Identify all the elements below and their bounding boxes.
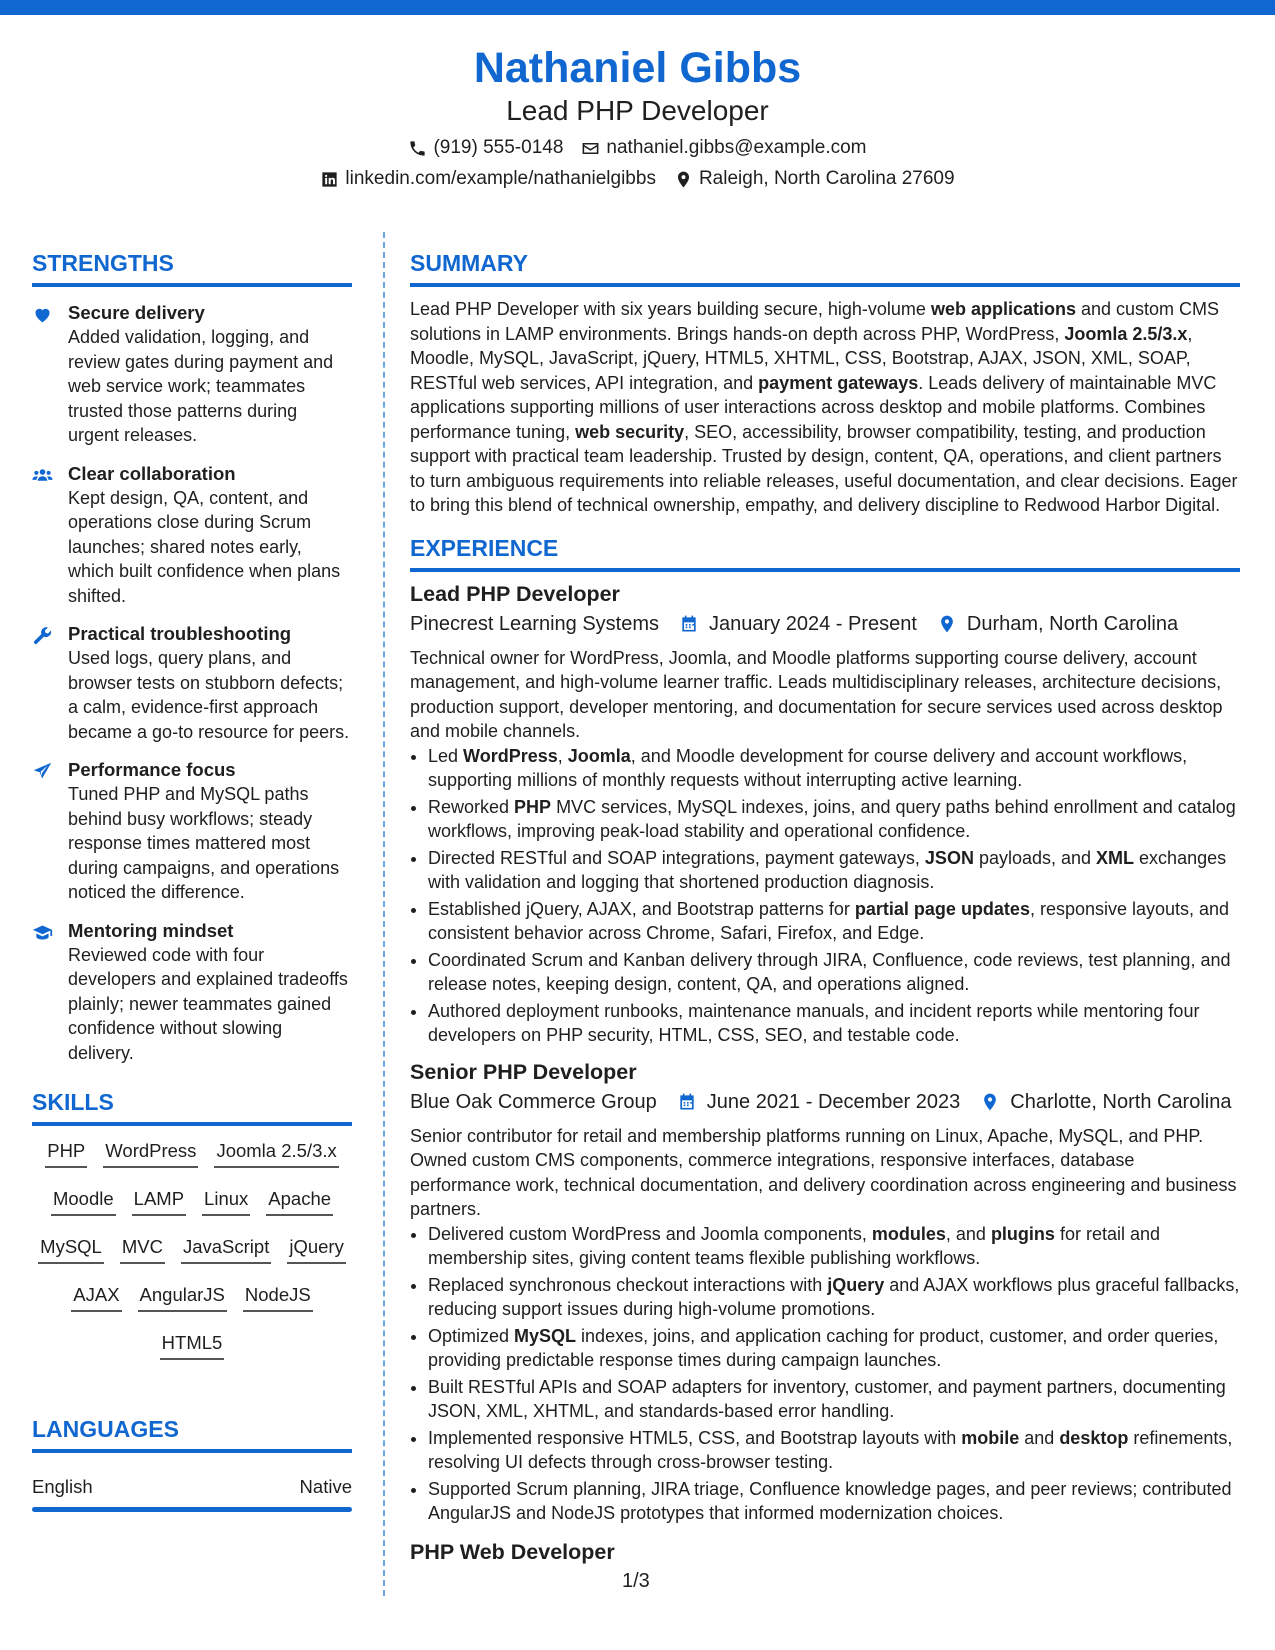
job-bullet: • Supported Scrum planning, JIRA triage, Confluence knowledge pages, and peer reviews; contributed AngularJS and NodeJS prototypes that informed modernization choices. <box>428 1477 1240 1526</box>
linkedin-icon <box>320 170 339 189</box>
strength-desc: Used logs, query plans, and browser tests on stubborn defects; a calm, evidence-first approach became a go-to resource for peers. <box>68 648 350 742</box>
skill-tag: PHP <box>45 1139 87 1168</box>
candidate-name: Nathaniel Gibbs <box>473 44 802 92</box>
calendar-icon <box>677 1092 697 1112</box>
job-bullet: • Reworked PHP MVC services, MySQL indexes, joins, and query paths behind enrollment and catalog workflows, improving peak-load stability and operational confidence. <box>428 795 1240 844</box>
job-bullet: • Established jQuery, AJAX, and Bootstrap patterns for partial page updates, responsive layouts, and consistent behavior across Chrome, Safari, Firefox, and Edge. <box>428 897 1240 946</box>
strength-item <box>32 919 352 1066</box>
job-dates: June 2021 - December 2023 <box>706 1090 961 1113</box>
job-location: Charlotte, North Carolina <box>1010 1090 1232 1113</box>
experience-heading: EXPERIENCE <box>410 533 1240 572</box>
phone-text: (919) 555-0148 <box>433 137 564 158</box>
summary-heading: SUMMARY <box>410 248 1240 287</box>
contact-line-2 <box>0 167 1275 191</box>
strength-title: Performance focus <box>68 759 236 780</box>
job-bullet: • Built RESTful APIs and SOAP adapters for inventory, customer, and payment partners, documenting JSON, XML, XHTML, and standards-based error handling. <box>428 1375 1240 1424</box>
skills-heading: SKILLS <box>32 1087 352 1126</box>
job-title: Lead PHP Developer <box>410 581 620 606</box>
skill-tag: Joomla 2.5/3.x <box>214 1139 338 1168</box>
calendar-icon <box>679 614 699 634</box>
job-company: Pinecrest Learning Systems <box>410 612 660 635</box>
job-summary: Technical owner for WordPress, Joomla, and Moodle platforms supporting course delivery, account management, and high-volume learner traffic. Leads multidisciplinary releases, architecture decisions, production support, developer mentoring, and documentation for secure services used across desktop and mobile channels. <box>410 647 1223 741</box>
heart-icon <box>32 304 53 325</box>
strength-title: Practical troubleshooting <box>68 623 292 644</box>
job-meta <box>410 610 1240 638</box>
skill-tag: MySQL <box>38 1235 104 1264</box>
contact-email[interactable] <box>581 136 866 160</box>
skill-tag: WordPress <box>103 1139 198 1168</box>
skill-tag: HTML5 <box>160 1331 225 1360</box>
linkedin-text: linkedin.com/example/nathanielgibbs <box>345 168 656 189</box>
job-summary: Senior contributor for retail and membership platforms running on Linux, Apache, MySQL, and PHP. Owned custom CMS components, commerce integrations, responsive interfaces, database performance work, technical documentation, and delivery coordination across engineering and business partners. <box>410 1125 1237 1219</box>
skill-tag: Linux <box>202 1187 250 1216</box>
job-entry <box>410 580 1240 1048</box>
language-level-bar <box>32 1507 352 1512</box>
job-meta <box>410 1088 1240 1116</box>
location-text: Raleigh, North Carolina 27609 <box>698 168 955 189</box>
job-bullets <box>410 1222 1240 1526</box>
job-company: Blue Oak Commerce Group <box>410 1090 657 1113</box>
strength-title: Clear collaboration <box>68 462 236 484</box>
envelope-icon <box>581 139 600 158</box>
job-bullet: • Replaced synchronous checkout interactions with jQuery and AJAX workflows plus graceful fallbacks, reducing support issues during high-volume promotions. <box>428 1273 1240 1322</box>
strength-title: Secure delivery <box>68 302 205 323</box>
job-bullet: • Coordinated Scrum and Kanban delivery through JIRA, Confluence, code reviews, test planning, and release notes, keeping design, content, QA, and operations aligned. <box>428 948 1240 997</box>
job-entry <box>410 1058 1240 1526</box>
skill-tag: LAMP <box>132 1187 186 1216</box>
skill-tag: AJAX <box>71 1283 121 1312</box>
job-bullet: • Directed RESTful and SOAP integrations, payment gateways, JSON payloads, and XML exchanges with validation and logging that shortened production diagnosis. <box>428 846 1240 895</box>
strength-item <box>32 622 352 744</box>
email-text: nathaniel.gibbs@example.com <box>606 137 867 158</box>
skill-tag: JavaScript <box>181 1235 271 1264</box>
languages-heading: LANGUAGES <box>32 1414 352 1453</box>
strength-item <box>32 758 352 905</box>
skill-tag: Apache <box>266 1187 333 1216</box>
left-column <box>32 248 352 1512</box>
strength-item <box>32 462 352 609</box>
job-dates: January 2024 - Present <box>709 612 917 635</box>
job-bullets <box>410 744 1240 1048</box>
right-column <box>410 248 1240 1566</box>
skill-tag: MVC <box>120 1235 165 1264</box>
column-divider <box>383 232 385 1596</box>
top-accent-bar <box>0 0 1275 15</box>
contact-location <box>674 167 955 191</box>
strength-desc: Kept design, QA, content, and operations close during Scrum launches; shared notes early, which built confidence when plans shifted. <box>68 487 341 606</box>
job-location: Durham, North Carolina <box>966 612 1179 635</box>
language-name: English <box>32 1476 93 1497</box>
strength-title: Mentoring mindset <box>68 919 234 941</box>
map-pin-icon <box>937 614 957 634</box>
contact-line-1 <box>0 136 1275 160</box>
wrench-icon <box>32 625 53 646</box>
job-bullet: • Delivered custom WordPress and Joomla components, modules, and plugins for retail and membership sites, giving content teams flexible publishing workflows. <box>428 1222 1240 1271</box>
strength-desc: Reviewed code with four developers and explained tradeoffs plainly; newer teammates gained confidence without slowing delivery. <box>68 944 348 1063</box>
contact-phone <box>408 136 563 160</box>
candidate-title: Lead PHP Developer <box>506 95 769 126</box>
language-level: Native <box>299 1476 352 1497</box>
summary-text: Lead PHP Developer with six years building secure, high-volume web applications and custom CMS solutions in LAMP environments. Brings hands-on depth across PHP, WordPress, Joomla 2.5/3.x, Moodle, MySQL, JavaScript, jQuery, HTML5, XHTML, CSS, Bootstrap, AJAX, JSON, XML, SOAP, RESTful web services, API integration, and payment gateways. Leads delivery of maintainable MVC applications supporting millions of user interactions across desktop and mobile platforms. Combines performance tuning, web security, SEO, accessibility, browser compatibility, testing, and production support with practical team leadership. Trusted by design, content, QA, operations, and client partners to turn ambiguous requirements into reliable releases, useful documentation, and clear decisions. Eager to bring this blend of technical ownership, empathy, and delivery discipline to Redwood Harbor Digital. <box>410 299 1238 515</box>
job-bullet: • Led WordPress, Joomla, and Moodle development for course delivery and account workflows, supporting millions of monthly requests without interrupting active learning. <box>428 744 1240 793</box>
map-pin-icon <box>674 170 693 189</box>
strength-item <box>32 301 352 448</box>
phone-icon <box>408 139 427 158</box>
job-bullet: • Authored deployment runbooks, maintenance manuals, and incident reports while mentoring four developers on PHP security, HTML, CSS, SEO, and testable code. <box>428 999 1240 1048</box>
contact-linkedin[interactable] <box>320 167 656 191</box>
strength-desc: Tuned PHP and MySQL paths behind busy workflows; steady response times mattered most during campaigns, and operations noticed the difference. <box>68 784 340 902</box>
map-pin-icon <box>980 1092 1000 1112</box>
language-row <box>32 1475 352 1499</box>
users-icon <box>32 465 53 486</box>
job-bullet: • Optimized MySQL indexes, joins, and application caching for product, customer, and order queries, providing predictable response times during campaign launches. <box>428 1324 1240 1373</box>
skill-tag: NodeJS <box>243 1283 313 1312</box>
resume-header <box>0 42 1275 191</box>
skill-tag: Moodle <box>51 1187 116 1216</box>
strength-desc: Added validation, logging, and review gates during payment and web service work; teammates trusted those patterns during urgent releases. <box>68 327 334 445</box>
skills-list <box>32 1139 352 1360</box>
job-bullet: • Implemented responsive HTML5, CSS, and Bootstrap layouts with mobile and desktop refinements, resolving UI defects through cross-browser testing. <box>428 1426 1240 1475</box>
skill-tag: jQuery <box>287 1235 346 1264</box>
page-number: 1/3 <box>622 1570 650 1592</box>
strengths-heading: STRENGTHS <box>32 248 352 287</box>
next-job-title: PHP Web Developer <box>410 1539 615 1564</box>
skill-tag: AngularJS <box>138 1283 227 1312</box>
paper-plane-icon <box>32 761 53 782</box>
graduation-cap-icon <box>32 922 53 943</box>
job-title: Senior PHP Developer <box>410 1059 637 1084</box>
